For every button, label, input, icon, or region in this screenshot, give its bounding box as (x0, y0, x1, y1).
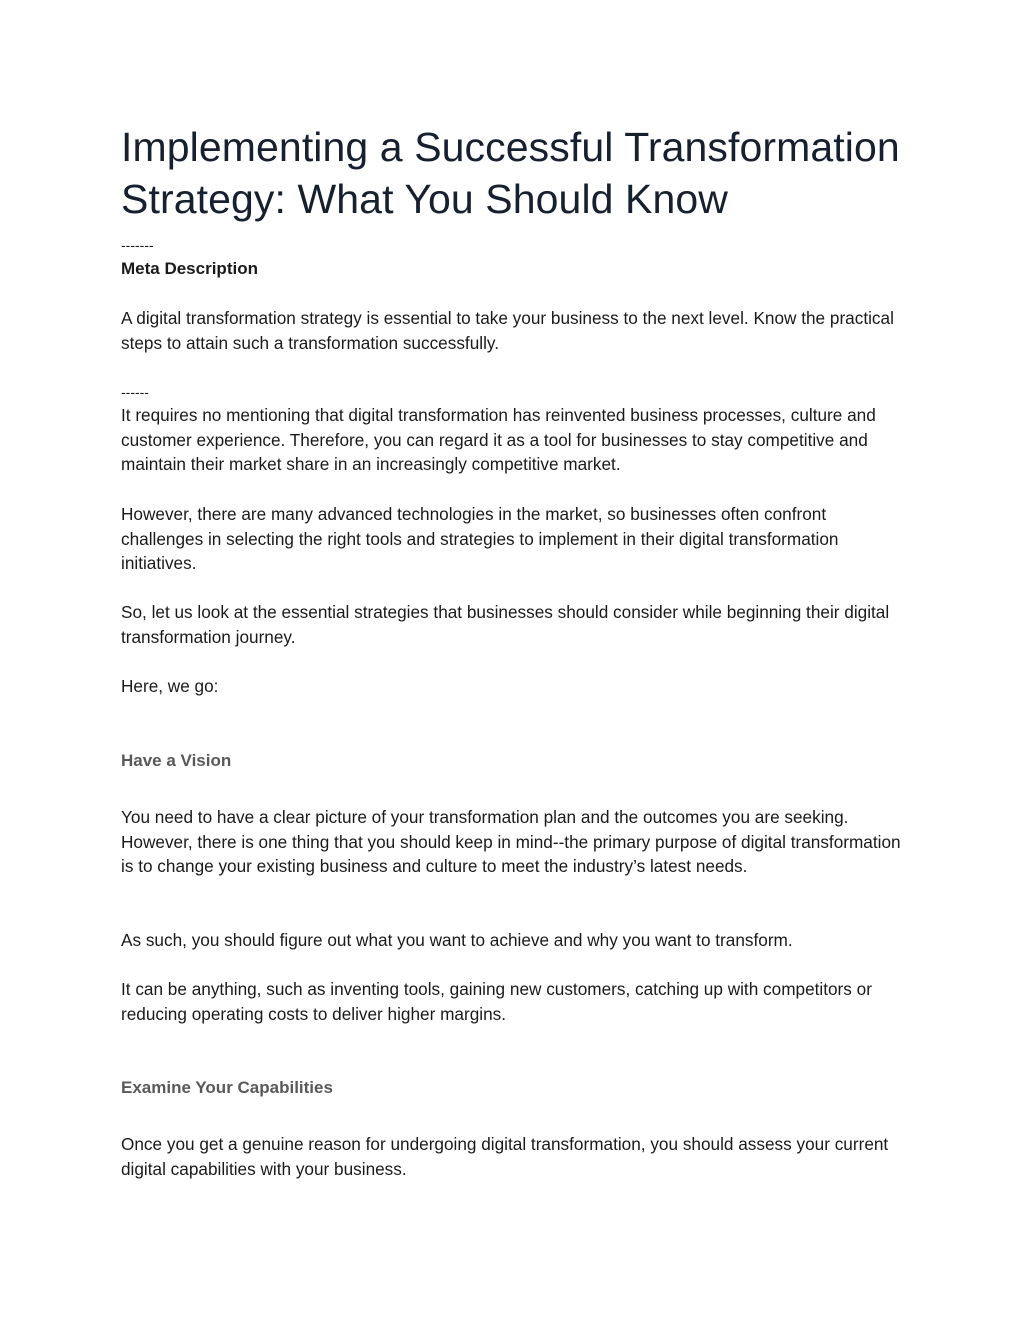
page-title: Implementing a Successful Transformation Strategy: What You Should Know (121, 124, 900, 222)
section-heading-vision: Have a Vision (121, 751, 232, 770)
vision-paragraph-3: It can be anything, such as inventing tools, gaining new customers, catching up with competitors or reducing operating costs to deliver higher margins. (121, 979, 872, 1024)
separator-body: ------ (121, 384, 149, 400)
capabilities-paragraph-1: Once you get a genuine reason for undergoing digital transformation, you should assess your current digital capabilities with your business. (121, 1134, 889, 1179)
vision-paragraph-1: You need to have a clear picture of your transformation plan and the outcomes you are seeking. However, there is one thing that you should keep in mind--the primary purpose of digital transformation is to change your existing business and culture to meet the industry’s latest needs. (121, 807, 901, 876)
meta-description-label: Meta Description (121, 259, 258, 278)
intro-paragraph-1: It requires no mentioning that digital transformation has reinvented business processes, culture and customer experience. Therefore, you can regard it as a tool for businesses to stay competitive and maintain their market share in an increasingly competitive market. (121, 405, 876, 474)
meta-description-text: A digital transformation strategy is essential to take your business to the next level. Know the practical steps to attain such a transformation successfully. (121, 308, 894, 353)
vision-paragraph-2: As such, you should figure out what you want to achieve and why you want to transform. (121, 930, 793, 950)
separator-top: ------- (121, 237, 154, 253)
intro-paragraph-4: Here, we go: (121, 676, 219, 696)
section-heading-capabilities: Examine Your Capabilities (121, 1078, 333, 1097)
intro-paragraph-2: However, there are many advanced technologies in the market, so businesses often confront challenges in selecting the right tools and strategies to implement in their digital transformation initiatives. (121, 504, 839, 573)
intro-paragraph-3: So, let us look at the essential strategies that businesses should consider while beginning their digital transformation journey. (121, 602, 890, 647)
